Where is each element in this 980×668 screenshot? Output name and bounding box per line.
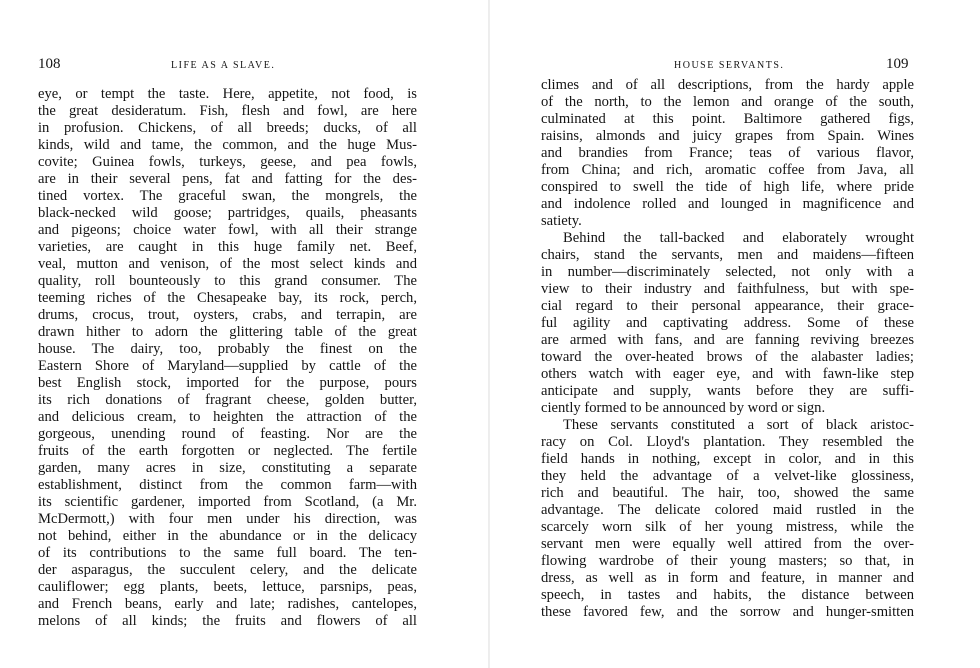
text-line: toward the over-heated brows of the alabaster ladies; [541,349,914,365]
text-line: field hands in nothing, except in color, and in this [541,451,914,467]
text-line: eye, or tempt the taste. Here, appetite, not food, is [38,86,417,102]
text-line: its rich donations of fragrant cheese, golden butter, [38,392,417,408]
text-line: gorgeous, unending round of feasting. Nor are the [38,426,417,442]
text-line: best English stock, imported for the purpose, pours [38,375,417,391]
text-line: of the north, to the lemon and orange of the south, [541,94,914,110]
text-line: the great desideratum. Fish, flesh and fowl, are here [38,103,417,119]
text-line: dress, as well as in form and feature, in manner and [541,570,914,586]
text-line: satiety. [541,213,582,229]
text-line: cauliflower; egg plants, beets, lettuce, parsnips, peas, [38,579,417,595]
text-line: veal, mutton and venison, of the most select kinds and [38,256,417,272]
text-line: advantage. The delicate colored maid rustled in the [541,502,914,518]
text-line: chairs, stand the servants, men and maidens—fifteen [541,247,914,263]
text-line: they held the advantage of a velvet-like glossiness, [541,468,914,484]
text-line: others watch with eager eye, and with fawn-like step [541,366,914,382]
text-line: racy on Col. Lloyd's plantation. They resembled the [541,434,914,450]
text-line: kinds, wild and tame, the common, and the huge Mus- [38,137,417,153]
text-line: cial regard to their personal appearance, their grace- [541,298,914,314]
text-line: raisins, almonds and juicy grapes from Spain. Wines [541,128,914,144]
text-line: drums, crocus, trout, oysters, crabs, and terrapin, are [38,307,417,323]
text-line: Behind the tall-backed and elaborately wrought [563,230,914,246]
paragraph [541,417,914,621]
text-line: its scientific gardener, imported from Scotland, (a Mr. [38,494,417,510]
left-body-text [38,86,417,630]
text-line: and brandies from France; teas of various flavor, [541,145,914,161]
text-line: ful agility and captivating address. Some of these [541,315,914,331]
text-line: in profusion. Chickens, of all breeds; ducks, of all [38,120,417,136]
text-line: Eastern Shore of Maryland—supplied by cattle of the [38,358,417,374]
text-line: conspired to swell the tide of high life, where pride [541,179,914,195]
text-line: not behind, either in the abundance or in the delicacy [38,528,417,544]
text-line: are in their several pens, fat and fatting for the des- [38,171,417,187]
text-line: are armed with fans, and are fanning reviving breezes [541,332,914,348]
text-line: quality, roll bounteously to this grand consumer. The [38,273,417,289]
text-line: and indolence rolled and lounged in magnificence and [541,196,914,212]
text-line: and French beans, early and late; radishes, cantelopes, [38,596,417,612]
text-line: climes and of all descriptions, from the hardy apple [541,77,914,93]
text-line: varieties, are caught in this huge family net. Beef, [38,239,417,255]
text-line: black-necked wild goose; partridges, quails, pheasants [38,205,417,221]
text-line: covite; Guinea fowls, turkeys, geese, and pea fowls, [38,154,417,170]
text-line: of its contributions to the same full board. The ten- [38,545,417,561]
text-line: and pigeons; choice water fowl, with all their strange [38,222,417,238]
page-number-left: 108 [38,56,61,72]
right-page [490,0,980,668]
running-head-right: HOUSE SERVANTS. [674,60,785,71]
page-number-right: 109 [886,56,909,72]
text-line: culminated at this point. Baltimore gathered figs, [541,111,914,127]
right-body-text [541,77,914,621]
paragraph [541,77,914,230]
text-line: in number—discriminately selected, not only with a [541,264,914,280]
text-line: view to their industry and faithfulness, but with spe- [541,281,914,297]
text-line: servant men were equally well attired from the over- [541,536,914,552]
text-line: from China; and rich, aromatic coffee from Java, all [541,162,914,178]
text-line: melons of all kinds; the fruits and flowers of all [38,613,417,629]
text-line: drawn hither to adorn the glittering table of the great [38,324,417,340]
text-line: garden, many acres in size, constituting a separate [38,460,417,476]
text-line: speech, in tastes and habits, the distance between [541,587,914,603]
running-head-left: LIFE AS A SLAVE. [171,60,276,71]
text-line: fruits of the earth forgotten or neglected. The fertile [38,443,417,459]
text-line: anticipate and supply, wants before they are suffi- [541,383,914,399]
text-line: ciently formed to be announced by word or sign. [541,400,826,416]
text-line: establishment, distinct from the common farm—with [38,477,417,493]
text-line: scarcely worn silk of her young mistress, while the [541,519,914,535]
text-line: flowing wardrobe of their young masters; so that, in [541,553,914,569]
text-line: rich and beautiful. The hair, too, showed the same [541,485,914,501]
text-line: and delicious cream, to heighten the attraction of the [38,409,417,425]
text-line: McDermott,) with four men under his direction, was [38,511,417,527]
text-line: teeming riches of the Chesapeake bay, its rock, perch, [38,290,417,306]
text-line: house. The dairy, too, probably the finest on the [38,341,417,357]
text-line: der asparagus, the succulent celery, and the delicate [38,562,417,578]
text-line: These servants constituted a sort of black aristoc- [563,417,914,433]
paragraph [541,230,914,417]
text-line: these favored few, and the sorrow and hunger-smitten [541,604,914,620]
text-line: tined vortex. The graceful swan, the mongrels, the [38,188,417,204]
